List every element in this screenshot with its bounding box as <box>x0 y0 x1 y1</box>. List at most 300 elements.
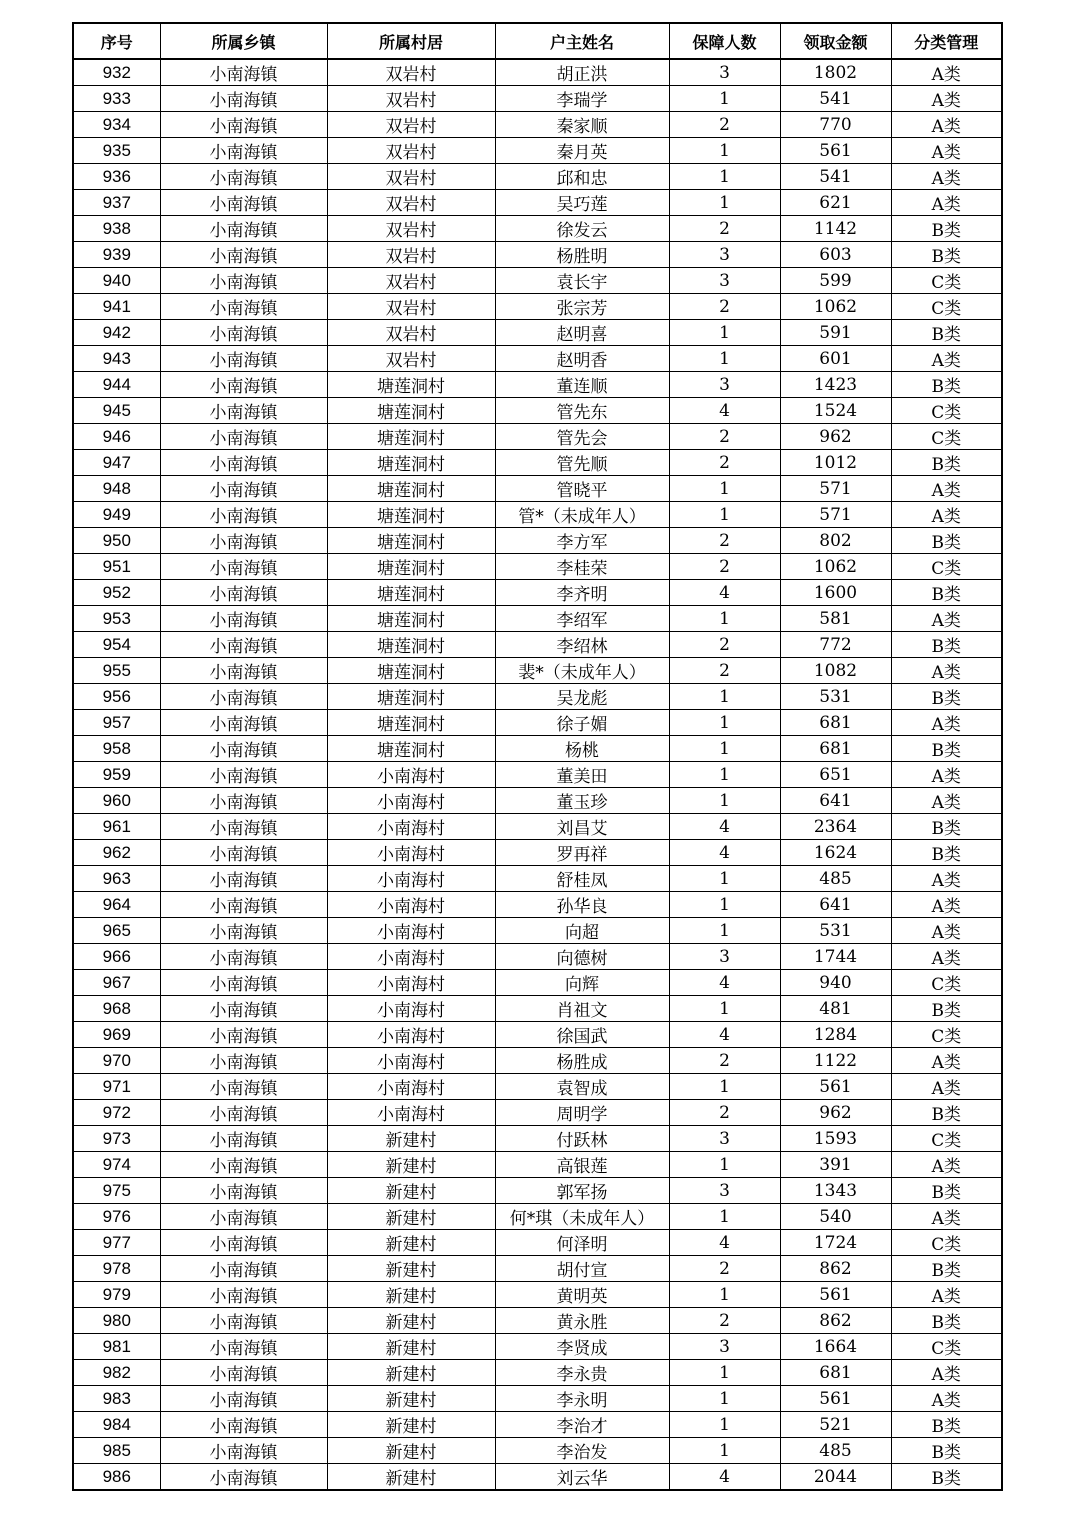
category-cell: A类 <box>891 710 1002 736</box>
covered-persons-cell: 1 <box>669 190 780 216</box>
township-cell: 小南海镇 <box>160 242 327 268</box>
covered-persons-cell: 4 <box>669 840 780 866</box>
village-cell: 新建村 <box>327 1308 495 1334</box>
table-row <box>73 710 1002 736</box>
covered-persons-cell: 3 <box>669 944 780 970</box>
householder-name-cell: 李方军 <box>495 528 669 554</box>
village-cell: 双岩村 <box>327 164 495 190</box>
amount-cell: 2044 <box>780 1464 891 1491</box>
householder-name-cell: 刘昌艾 <box>495 814 669 840</box>
township-cell: 小南海镇 <box>160 762 327 788</box>
category-cell: A类 <box>891 138 1002 164</box>
township-cell: 小南海镇 <box>160 450 327 476</box>
covered-persons-cell: 3 <box>669 1178 780 1204</box>
covered-persons-cell: 1 <box>669 1386 780 1412</box>
category-cell: C类 <box>891 398 1002 424</box>
covered-persons-cell: 2 <box>669 112 780 138</box>
category-cell: C类 <box>891 294 1002 320</box>
householder-name-cell: 李治发 <box>495 1438 669 1464</box>
category-cell: B类 <box>891 320 1002 346</box>
serial-number-cell: 977 <box>73 1230 160 1256</box>
village-cell: 新建村 <box>327 1256 495 1282</box>
covered-persons-cell: 2 <box>669 1048 780 1074</box>
village-cell: 小南海村 <box>327 762 495 788</box>
township-cell: 小南海镇 <box>160 424 327 450</box>
table-row <box>73 346 1002 372</box>
householder-name-cell: 杨胜成 <box>495 1048 669 1074</box>
amount-cell: 940 <box>780 970 891 996</box>
table-row <box>73 1334 1002 1360</box>
township-cell: 小南海镇 <box>160 710 327 736</box>
table-row <box>73 1282 1002 1308</box>
serial-number-cell: 971 <box>73 1074 160 1100</box>
covered-persons-cell: 1 <box>669 684 780 710</box>
category-cell: B类 <box>891 736 1002 762</box>
column-header-covered-persons: 保障人数 <box>669 23 780 59</box>
serial-number-cell: 967 <box>73 970 160 996</box>
householder-name-cell: 管先会 <box>495 424 669 450</box>
householder-name-cell: 高银莲 <box>495 1152 669 1178</box>
township-cell: 小南海镇 <box>160 398 327 424</box>
category-cell: B类 <box>891 242 1002 268</box>
householder-name-cell: 赵明喜 <box>495 320 669 346</box>
serial-number-cell: 956 <box>73 684 160 710</box>
category-cell: B类 <box>891 1178 1002 1204</box>
category-cell: A类 <box>891 1204 1002 1230</box>
category-cell: B类 <box>891 1464 1002 1491</box>
amount-cell: 1664 <box>780 1334 891 1360</box>
table-row <box>73 112 1002 138</box>
relief-recipient-table <box>72 22 1003 1491</box>
township-cell: 小南海镇 <box>160 658 327 684</box>
category-cell: B类 <box>891 996 1002 1022</box>
township-cell: 小南海镇 <box>160 86 327 112</box>
amount-cell: 601 <box>780 346 891 372</box>
amount-cell: 1524 <box>780 398 891 424</box>
category-cell: B类 <box>891 1308 1002 1334</box>
township-cell: 小南海镇 <box>160 996 327 1022</box>
householder-name-cell: 周明学 <box>495 1100 669 1126</box>
householder-name-cell: 管先顺 <box>495 450 669 476</box>
serial-number-cell: 982 <box>73 1360 160 1386</box>
householder-name-cell: 李永贵 <box>495 1360 669 1386</box>
householder-name-cell: 黄永胜 <box>495 1308 669 1334</box>
village-cell: 新建村 <box>327 1230 495 1256</box>
serial-number-cell: 962 <box>73 840 160 866</box>
table-row <box>73 814 1002 840</box>
table-row <box>73 1230 1002 1256</box>
householder-name-cell: 向德树 <box>495 944 669 970</box>
covered-persons-cell: 2 <box>669 658 780 684</box>
table-row <box>73 866 1002 892</box>
table-row <box>73 580 1002 606</box>
householder-name-cell: 李瑞学 <box>495 86 669 112</box>
serial-number-cell: 973 <box>73 1126 160 1152</box>
township-cell: 小南海镇 <box>160 580 327 606</box>
table-header <box>73 23 1002 59</box>
village-cell: 双岩村 <box>327 346 495 372</box>
category-cell: A类 <box>891 1386 1002 1412</box>
covered-persons-cell: 1 <box>669 762 780 788</box>
township-cell: 小南海镇 <box>160 190 327 216</box>
serial-number-cell: 948 <box>73 476 160 502</box>
township-cell: 小南海镇 <box>160 502 327 528</box>
covered-persons-cell: 2 <box>669 216 780 242</box>
township-cell: 小南海镇 <box>160 606 327 632</box>
village-cell: 塘莲洞村 <box>327 424 495 450</box>
covered-persons-cell: 1 <box>669 346 780 372</box>
village-cell: 塘莲洞村 <box>327 606 495 632</box>
village-cell: 塘莲洞村 <box>327 528 495 554</box>
table-row <box>73 658 1002 684</box>
householder-name-cell: 吴龙彪 <box>495 684 669 710</box>
village-cell: 塘莲洞村 <box>327 684 495 710</box>
township-cell: 小南海镇 <box>160 59 327 86</box>
table-row <box>73 528 1002 554</box>
village-cell: 小南海村 <box>327 1022 495 1048</box>
householder-name-cell: 李齐明 <box>495 580 669 606</box>
column-header-amount-received: 领取金额 <box>780 23 891 59</box>
serial-number-cell: 949 <box>73 502 160 528</box>
township-cell: 小南海镇 <box>160 268 327 294</box>
category-cell: A类 <box>891 658 1002 684</box>
serial-number-cell: 936 <box>73 164 160 190</box>
covered-persons-cell: 1 <box>669 138 780 164</box>
village-cell: 小南海村 <box>327 866 495 892</box>
amount-cell: 1343 <box>780 1178 891 1204</box>
township-cell: 小南海镇 <box>160 320 327 346</box>
serial-number-cell: 979 <box>73 1282 160 1308</box>
township-cell: 小南海镇 <box>160 346 327 372</box>
amount-cell: 541 <box>780 86 891 112</box>
table-row <box>73 476 1002 502</box>
householder-name-cell: 秦家顺 <box>495 112 669 138</box>
category-cell: C类 <box>891 1334 1002 1360</box>
householder-name-cell: 李贤成 <box>495 1334 669 1360</box>
householder-name-cell: 向超 <box>495 918 669 944</box>
table-row <box>73 242 1002 268</box>
township-cell: 小南海镇 <box>160 1308 327 1334</box>
category-cell: A类 <box>891 606 1002 632</box>
amount-cell: 1012 <box>780 450 891 476</box>
amount-cell: 485 <box>780 866 891 892</box>
village-cell: 新建村 <box>327 1152 495 1178</box>
householder-name-cell: 袁智成 <box>495 1074 669 1100</box>
amount-cell: 1122 <box>780 1048 891 1074</box>
householder-name-cell: 舒桂凤 <box>495 866 669 892</box>
township-cell: 小南海镇 <box>160 814 327 840</box>
township-cell: 小南海镇 <box>160 1386 327 1412</box>
category-cell: B类 <box>891 216 1002 242</box>
covered-persons-cell: 2 <box>669 1256 780 1282</box>
category-cell: A类 <box>891 1048 1002 1074</box>
table-row <box>73 762 1002 788</box>
covered-persons-cell: 3 <box>669 59 780 86</box>
covered-persons-cell: 4 <box>669 398 780 424</box>
village-cell: 塘莲洞村 <box>327 554 495 580</box>
amount-cell: 641 <box>780 788 891 814</box>
township-cell: 小南海镇 <box>160 1256 327 1282</box>
village-cell: 双岩村 <box>327 138 495 164</box>
column-header-serial-number: 序号 <box>73 23 160 59</box>
covered-persons-cell: 3 <box>669 1334 780 1360</box>
amount-cell: 651 <box>780 762 891 788</box>
amount-cell: 962 <box>780 1100 891 1126</box>
category-cell: B类 <box>891 1100 1002 1126</box>
householder-name-cell: 赵明香 <box>495 346 669 372</box>
township-cell: 小南海镇 <box>160 216 327 242</box>
amount-cell: 862 <box>780 1308 891 1334</box>
village-cell: 小南海村 <box>327 996 495 1022</box>
serial-number-cell: 944 <box>73 372 160 398</box>
householder-name-cell: 刘云华 <box>495 1464 669 1491</box>
header-row <box>73 23 1002 59</box>
amount-cell: 531 <box>780 684 891 710</box>
table-row <box>73 1126 1002 1152</box>
covered-persons-cell: 2 <box>669 632 780 658</box>
table-row <box>73 1048 1002 1074</box>
serial-number-cell: 984 <box>73 1412 160 1438</box>
table-row <box>73 606 1002 632</box>
serial-number-cell: 974 <box>73 1152 160 1178</box>
serial-number-cell: 980 <box>73 1308 160 1334</box>
table-row <box>73 892 1002 918</box>
amount-cell: 1082 <box>780 658 891 684</box>
category-cell: A类 <box>891 59 1002 86</box>
serial-number-cell: 981 <box>73 1334 160 1360</box>
serial-number-cell: 946 <box>73 424 160 450</box>
table-row <box>73 632 1002 658</box>
township-cell: 小南海镇 <box>160 1360 327 1386</box>
category-cell: B类 <box>891 1412 1002 1438</box>
township-cell: 小南海镇 <box>160 970 327 996</box>
category-cell: A类 <box>891 346 1002 372</box>
table-row <box>73 1464 1002 1491</box>
covered-persons-cell: 1 <box>669 788 780 814</box>
householder-name-cell: 徐发云 <box>495 216 669 242</box>
amount-cell: 1600 <box>780 580 891 606</box>
amount-cell: 962 <box>780 424 891 450</box>
table-row <box>73 320 1002 346</box>
table-row <box>73 996 1002 1022</box>
category-cell: C类 <box>891 1230 1002 1256</box>
serial-number-cell: 954 <box>73 632 160 658</box>
covered-persons-cell: 1 <box>669 866 780 892</box>
township-cell: 小南海镇 <box>160 1412 327 1438</box>
table-row <box>73 554 1002 580</box>
amount-cell: 581 <box>780 606 891 632</box>
serial-number-cell: 945 <box>73 398 160 424</box>
village-cell: 小南海村 <box>327 1048 495 1074</box>
serial-number-cell: 985 <box>73 1438 160 1464</box>
village-cell: 小南海村 <box>327 892 495 918</box>
township-cell: 小南海镇 <box>160 1334 327 1360</box>
village-cell: 新建村 <box>327 1412 495 1438</box>
covered-persons-cell: 1 <box>669 86 780 112</box>
table-row <box>73 944 1002 970</box>
table-row <box>73 970 1002 996</box>
householder-name-cell: 徐国武 <box>495 1022 669 1048</box>
category-cell: C类 <box>891 424 1002 450</box>
amount-cell: 541 <box>780 164 891 190</box>
covered-persons-cell: 4 <box>669 580 780 606</box>
township-cell: 小南海镇 <box>160 1464 327 1491</box>
category-cell: C类 <box>891 1022 1002 1048</box>
householder-name-cell: 郭军扬 <box>495 1178 669 1204</box>
township-cell: 小南海镇 <box>160 528 327 554</box>
village-cell: 小南海村 <box>327 788 495 814</box>
householder-name-cell: 黄明英 <box>495 1282 669 1308</box>
covered-persons-cell: 4 <box>669 814 780 840</box>
covered-persons-cell: 1 <box>669 892 780 918</box>
serial-number-cell: 950 <box>73 528 160 554</box>
serial-number-cell: 969 <box>73 1022 160 1048</box>
amount-cell: 1423 <box>780 372 891 398</box>
serial-number-cell: 935 <box>73 138 160 164</box>
village-cell: 双岩村 <box>327 268 495 294</box>
village-cell: 塘莲洞村 <box>327 372 495 398</box>
serial-number-cell: 976 <box>73 1204 160 1230</box>
category-cell: A类 <box>891 502 1002 528</box>
township-cell: 小南海镇 <box>160 892 327 918</box>
amount-cell: 681 <box>780 736 891 762</box>
township-cell: 小南海镇 <box>160 1100 327 1126</box>
column-header-householder-name: 户主姓名 <box>495 23 669 59</box>
covered-persons-cell: 4 <box>669 1230 780 1256</box>
category-cell: B类 <box>891 528 1002 554</box>
householder-name-cell: 李绍军 <box>495 606 669 632</box>
village-cell: 塘莲洞村 <box>327 658 495 684</box>
village-cell: 双岩村 <box>327 190 495 216</box>
category-cell: A类 <box>891 190 1002 216</box>
amount-cell: 681 <box>780 710 891 736</box>
amount-cell: 1142 <box>780 216 891 242</box>
township-cell: 小南海镇 <box>160 1152 327 1178</box>
village-cell: 新建村 <box>327 1334 495 1360</box>
householder-name-cell: 胡付宣 <box>495 1256 669 1282</box>
amount-cell: 521 <box>780 1412 891 1438</box>
table-row <box>73 1360 1002 1386</box>
township-cell: 小南海镇 <box>160 1438 327 1464</box>
serial-number-cell: 938 <box>73 216 160 242</box>
householder-name-cell: 董美田 <box>495 762 669 788</box>
township-cell: 小南海镇 <box>160 632 327 658</box>
table-row <box>73 450 1002 476</box>
covered-persons-cell: 1 <box>669 320 780 346</box>
category-cell: A类 <box>891 944 1002 970</box>
amount-cell: 2364 <box>780 814 891 840</box>
category-cell: A类 <box>891 788 1002 814</box>
serial-number-cell: 941 <box>73 294 160 320</box>
table-row <box>73 1412 1002 1438</box>
covered-persons-cell: 1 <box>669 164 780 190</box>
table-row <box>73 138 1002 164</box>
category-cell: A类 <box>891 892 1002 918</box>
serial-number-cell: 959 <box>73 762 160 788</box>
serial-number-cell: 940 <box>73 268 160 294</box>
township-cell: 小南海镇 <box>160 918 327 944</box>
table-row <box>73 59 1002 86</box>
township-cell: 小南海镇 <box>160 866 327 892</box>
category-cell: A类 <box>891 762 1002 788</box>
table-row <box>73 840 1002 866</box>
serial-number-cell: 975 <box>73 1178 160 1204</box>
township-cell: 小南海镇 <box>160 1282 327 1308</box>
village-cell: 塘莲洞村 <box>327 580 495 606</box>
covered-persons-cell: 1 <box>669 1074 780 1100</box>
covered-persons-cell: 2 <box>669 424 780 450</box>
table-row <box>73 1308 1002 1334</box>
table-row <box>73 1204 1002 1230</box>
covered-persons-cell: 1 <box>669 476 780 502</box>
category-cell: A类 <box>891 1074 1002 1100</box>
serial-number-cell: 955 <box>73 658 160 684</box>
serial-number-cell: 986 <box>73 1464 160 1491</box>
category-cell: A类 <box>891 476 1002 502</box>
covered-persons-cell: 3 <box>669 372 780 398</box>
amount-cell: 561 <box>780 1282 891 1308</box>
serial-number-cell: 978 <box>73 1256 160 1282</box>
amount-cell: 561 <box>780 138 891 164</box>
householder-name-cell: 秦月英 <box>495 138 669 164</box>
covered-persons-cell: 3 <box>669 1126 780 1152</box>
category-cell: B类 <box>891 814 1002 840</box>
serial-number-cell: 964 <box>73 892 160 918</box>
township-cell: 小南海镇 <box>160 294 327 320</box>
table-row <box>73 1152 1002 1178</box>
amount-cell: 770 <box>780 112 891 138</box>
serial-number-cell: 961 <box>73 814 160 840</box>
covered-persons-cell: 1 <box>669 1412 780 1438</box>
serial-number-cell: 942 <box>73 320 160 346</box>
amount-cell: 772 <box>780 632 891 658</box>
amount-cell: 485 <box>780 1438 891 1464</box>
village-cell: 双岩村 <box>327 86 495 112</box>
category-cell: B类 <box>891 1256 1002 1282</box>
table-row <box>73 736 1002 762</box>
amount-cell: 603 <box>780 242 891 268</box>
village-cell: 双岩村 <box>327 320 495 346</box>
serial-number-cell: 932 <box>73 59 160 86</box>
table-row <box>73 1100 1002 1126</box>
serial-number-cell: 966 <box>73 944 160 970</box>
table-row <box>73 164 1002 190</box>
serial-number-cell: 947 <box>73 450 160 476</box>
householder-name-cell: 肖祖文 <box>495 996 669 1022</box>
village-cell: 小南海村 <box>327 814 495 840</box>
village-cell: 新建村 <box>327 1178 495 1204</box>
serial-number-cell: 953 <box>73 606 160 632</box>
householder-name-cell: 李桂荣 <box>495 554 669 580</box>
covered-persons-cell: 1 <box>669 502 780 528</box>
village-cell: 新建村 <box>327 1204 495 1230</box>
category-cell: A类 <box>891 1152 1002 1178</box>
township-cell: 小南海镇 <box>160 840 327 866</box>
covered-persons-cell: 2 <box>669 554 780 580</box>
category-cell: B类 <box>891 632 1002 658</box>
table-row <box>73 1386 1002 1412</box>
amount-cell: 1593 <box>780 1126 891 1152</box>
covered-persons-cell: 2 <box>669 294 780 320</box>
table-row <box>73 918 1002 944</box>
householder-name-cell: 邱和忠 <box>495 164 669 190</box>
covered-persons-cell: 1 <box>669 710 780 736</box>
serial-number-cell: 934 <box>73 112 160 138</box>
category-cell: A类 <box>891 86 1002 112</box>
table-row <box>73 1438 1002 1464</box>
township-cell: 小南海镇 <box>160 476 327 502</box>
township-cell: 小南海镇 <box>160 788 327 814</box>
